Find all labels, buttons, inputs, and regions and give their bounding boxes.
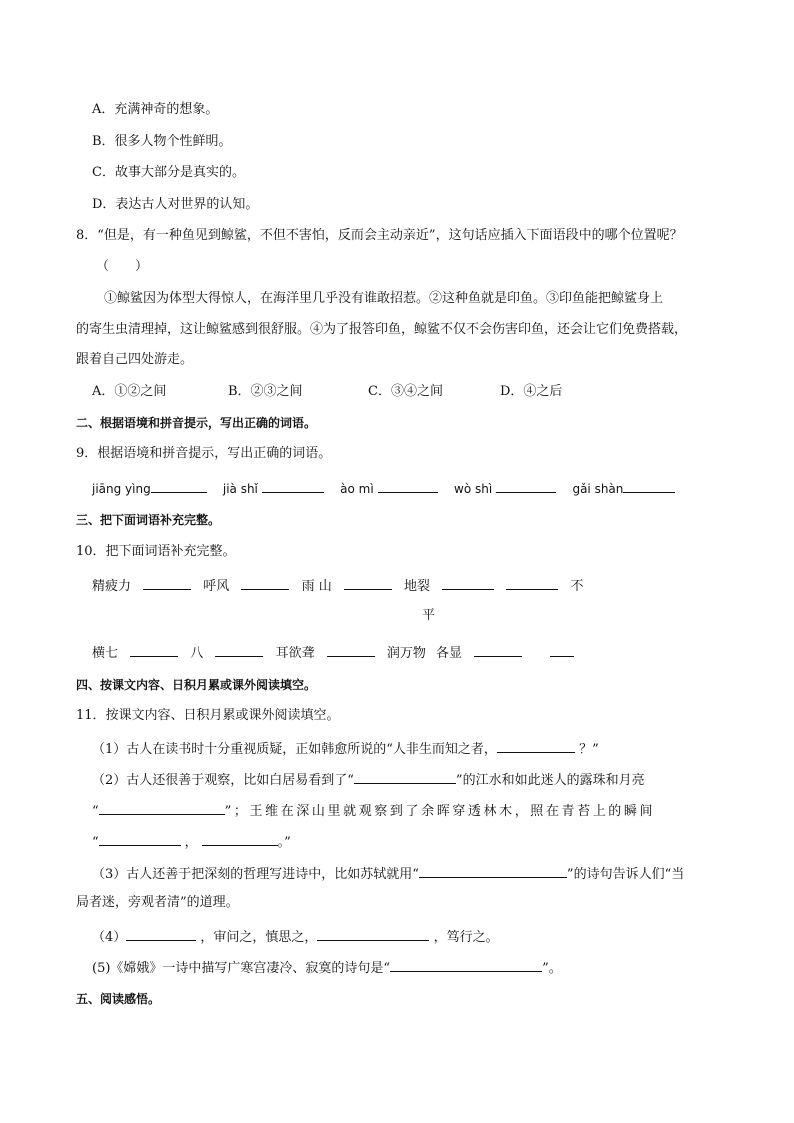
idiom-part: 八 xyxy=(190,646,204,661)
answer-blank[interactable] xyxy=(344,575,392,590)
idiom-part-wrap: 平 xyxy=(422,608,436,623)
q11-item-4 xyxy=(92,926,499,948)
answer-blank[interactable] xyxy=(202,831,278,846)
q9-item-3 xyxy=(340,478,438,500)
q7-option-a: A．充满神奇的想象。 xyxy=(92,102,219,117)
answer-blank[interactable] xyxy=(354,769,456,784)
idiom-part: 耳欲聋 xyxy=(275,646,315,661)
q10-stem: 10．把下面词语补充完整。 xyxy=(76,544,236,559)
answer-blank[interactable] xyxy=(506,575,558,590)
q11-item-3-line2: 局者迷，旁观者清”的道理。 xyxy=(76,895,239,910)
question-text: (5)《嫦娥》一诗中描写广寒宫凄冷、寂寞的诗句是“ xyxy=(92,961,391,976)
question-text: ”的江水和如此迷人的露珠和月亮 xyxy=(455,773,645,788)
pinyin-label: gǎi shàn xyxy=(572,482,624,496)
q9-stem: 9．根据语境和拼音提示，写出正确的词语。 xyxy=(76,446,332,461)
idiom-part: 雨 山 xyxy=(301,579,332,594)
q11-item-3-line1 xyxy=(92,863,684,885)
q7-option-b: B．很多人物个性鲜明。 xyxy=(92,134,232,149)
q9-item-2 xyxy=(223,478,324,500)
question-text: ， xyxy=(184,835,198,850)
answer-blank[interactable] xyxy=(151,478,207,493)
q10-row-2 xyxy=(92,642,574,664)
q8-option-d: D．④之后 xyxy=(500,384,563,399)
pinyin-label: ào mì xyxy=(340,482,374,496)
idiom-part: 地裂 xyxy=(404,579,431,594)
question-text: ”；王维在深山里就观察到了余晖穿透林木，照在青苔上的瞬间 xyxy=(224,804,656,819)
idiom-part: 横七 xyxy=(92,646,119,661)
answer-blank[interactable] xyxy=(442,575,494,590)
answer-blank[interactable] xyxy=(390,957,542,972)
idiom-part: 精疲力 xyxy=(92,579,132,594)
question-text: ，笃行之。 xyxy=(433,930,499,945)
answer-blank[interactable] xyxy=(419,863,567,878)
q8-stem: 8．“但是，有一种鱼见到鲸鲨，不但不害怕，反而会主动亲近”，这句话应插入下面语段中的哪个位置呢？ xyxy=(76,228,683,243)
q11-item-2-line3 xyxy=(92,831,291,853)
question-text: （3）古人还善于把深刻的哲理写进诗中，比如苏轼就用“ xyxy=(92,867,419,882)
idiom-part: 润万物 xyxy=(386,646,426,661)
question-text: ，审问之，慎思之， xyxy=(200,930,318,945)
pinyin-label: jià shǐ xyxy=(222,482,258,496)
section-5-heading: 五、阅读感悟。 xyxy=(76,992,161,1006)
question-text: ”。 xyxy=(542,961,562,976)
idiom-part: 不 xyxy=(570,579,584,594)
q9-item-4 xyxy=(454,478,556,500)
answer-blank[interactable] xyxy=(496,478,556,493)
question-text: “ xyxy=(92,835,99,850)
q8-passage-line1: ①鲸鲨因为体型大得惊人，在海洋里几乎没有谁敢招惹。②这种鱼就是印鱼。③印鱼能把鲸鲨身上 xyxy=(104,291,664,306)
q11-item-1 xyxy=(92,738,599,760)
question-text: （4） xyxy=(92,930,127,945)
section-2-heading: 二、根据语境和拼音提示，写出正确的词语。 xyxy=(76,416,317,430)
q8-passage-line3: 跟着自己四处游走。 xyxy=(76,352,194,367)
answer-blank[interactable] xyxy=(215,642,263,657)
q11-item-5 xyxy=(92,957,562,979)
answer-blank[interactable] xyxy=(550,642,574,657)
q9-pinyin-row xyxy=(92,478,687,500)
answer-blank[interactable] xyxy=(262,478,324,493)
q8-option-a: A．①②之间 xyxy=(92,384,167,399)
answer-blank[interactable] xyxy=(317,926,429,941)
answer-blank[interactable] xyxy=(143,575,191,590)
answer-blank[interactable] xyxy=(623,478,675,493)
answer-blank[interactable] xyxy=(99,800,225,815)
q10-row-1 xyxy=(92,575,583,597)
section-3-heading: 三、把下面词语补充完整。 xyxy=(76,513,221,527)
q11-item-2-line1 xyxy=(92,769,645,791)
q8-passage-line2: 的寄生虫清理掉，这让鲸鲨感到很舒服。④为了报答印鱼，鲸鲨不仅不会伤害印鱼，还会让它们免费搭载， xyxy=(76,322,688,337)
question-text: “ xyxy=(92,804,99,819)
answer-blank[interactable] xyxy=(378,478,438,493)
q8-option-b: B．②③之间 xyxy=(228,384,303,399)
question-text: （2）古人还很善于观察，比如白居易看到了“ xyxy=(92,773,354,788)
pinyin-label: jiāng yìng xyxy=(92,482,151,496)
answer-blank[interactable] xyxy=(126,926,196,941)
section-4-heading: 四、按课文内容、日积月累或课外阅读填空。 xyxy=(76,678,317,692)
q7-option-d: D．表达古人对世界的认知。 xyxy=(92,197,259,212)
q9-item-1 xyxy=(92,478,207,500)
q8-answer-paren: （ ） xyxy=(96,259,149,274)
q7-option-c: C．故事大部分是真实的。 xyxy=(92,165,245,180)
answer-blank[interactable] xyxy=(327,642,375,657)
q11-item-2-line2 xyxy=(92,800,655,822)
answer-blank[interactable] xyxy=(474,642,522,657)
question-text: （1）古人在读书时十分重视质疑，正如韩愈所说的“人非生而知之者， xyxy=(92,742,497,757)
idiom-part: 呼风 xyxy=(203,579,230,594)
q9-item-5 xyxy=(572,478,675,500)
answer-blank[interactable] xyxy=(130,642,178,657)
q11-stem: 11．按课文内容、日积月累或课外阅读填空。 xyxy=(76,708,340,723)
idiom-part: 各显 xyxy=(436,646,463,661)
question-text: ”的诗句告诉人们“当 xyxy=(566,867,685,882)
answer-blank[interactable] xyxy=(241,575,289,590)
answer-blank[interactable] xyxy=(497,738,575,753)
question-text: ？” xyxy=(579,742,599,757)
answer-blank[interactable] xyxy=(99,831,181,846)
question-text: 。” xyxy=(277,835,291,850)
pinyin-label: wò shì xyxy=(454,482,493,496)
q8-option-c: C．③④之间 xyxy=(368,384,443,399)
